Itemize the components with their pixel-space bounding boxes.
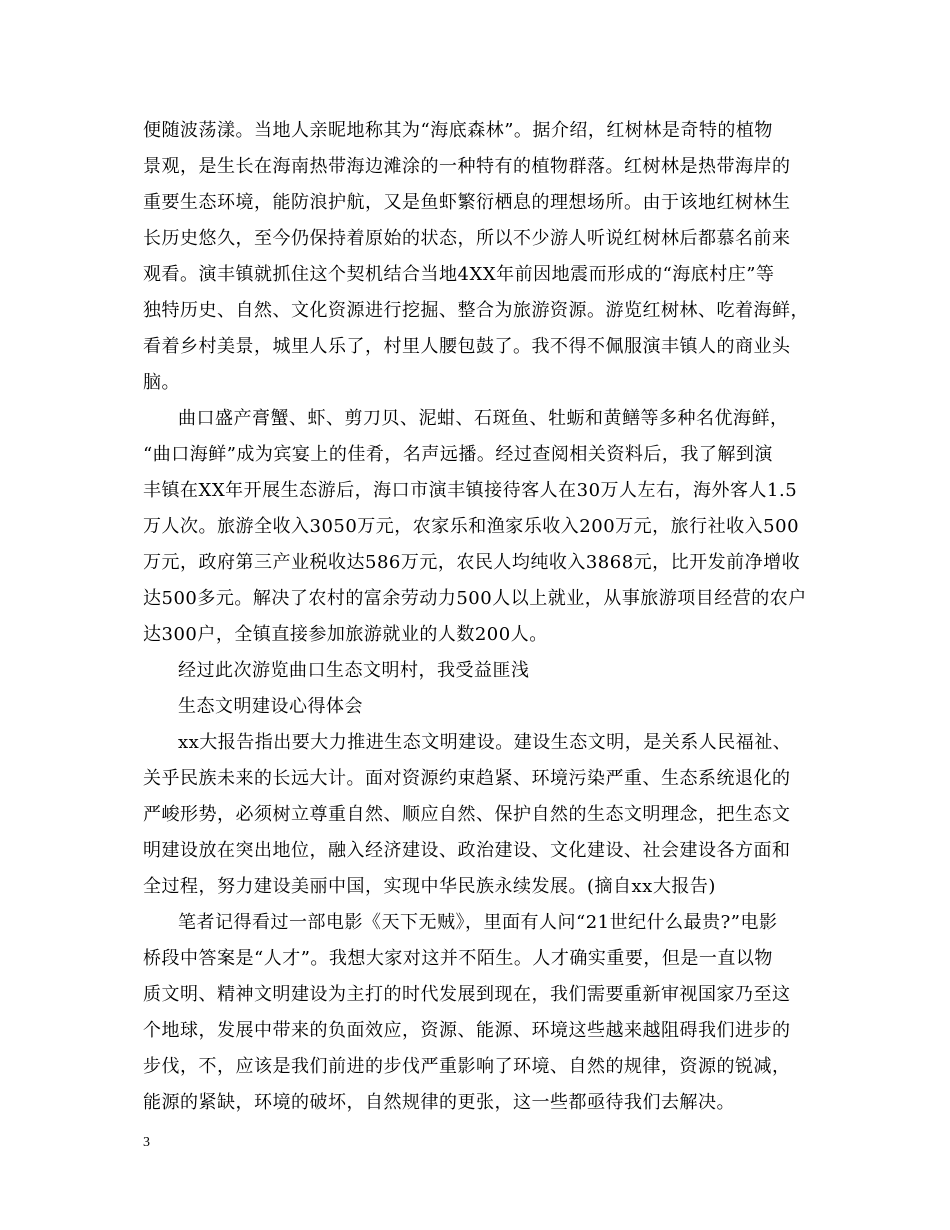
text-line: xx大报告指出要大力推进生态文明建设。建设生态文明，是关系人民福祉、 [178,732,792,753]
text-line: 严峻形势，必须树立尊重自然、顺应自然、保护自然的生态文明理念，把生态文 [143,804,791,825]
text-line: 万人次。旅游全收入3050万元，农家乐和渔家乐收入200万元，旅行社收入500 [143,516,800,537]
text-line: 景观，是生长在海南热带海边滩涂的一种特有的植物群落。红树林是热带海岸的 [143,156,791,177]
text-line: 质文明、精神文明建设为主打的时代发展到现在，我们需要重新审视国家乃至这 [143,984,791,1005]
text-line: 笔者记得看过一部电影《天下无贼》，里面有人问“21世纪什么最贵?”电影 [178,912,778,933]
text-line: 个地球，发展中带来的负面效应，资源、能源、环境这些越来越阻碍我们进步的 [143,1020,791,1041]
text-line: 曲口盛产膏蟹、虾、剪刀贝、泥蚶、石斑鱼、牡蛎和黄鳝等多种名优海鲜， [178,408,789,429]
text-line: 独特历史、自然、文化资源进行挖掘、整合为旅游资源。游览红树林、吃着海鲜， [143,300,809,321]
text-line: 能源的紧缺，环境的破坏，自然规律的更张，这一些都亟待我们去解决。 [143,1092,735,1113]
page-number: 3 [143,1135,150,1150]
text-line: 便随波荡漾。当地人亲昵地称其为“海底森林”。据介绍，红树林是奇特的植物 [143,120,773,141]
text-line: “曲口海鲜”成为宾宴上的佳肴，名声远播。经过查阅相关资料后，我了解到演 [143,444,773,465]
text-line: 经过此次游览曲口生态文明村，我受益匪浅 [178,660,530,681]
text-line: 重要生态环境，能防浪护航，又是鱼虾繁衍栖息的理想场所。由于该地红树林生 [143,192,791,213]
text-line: 关乎民族未来的长远大计。面对资源约束趋紧、环境污染严重、生态系统退化的 [143,768,791,789]
section-heading: 生态文明建设心得体会 [178,696,363,717]
text-line: 达300户，全镇直接参加旅游就业的人数200人。 [143,624,548,645]
text-line: 桥段中答案是“人才”。我想大家对这并不陌生。人才确实重要，但是一直以物 [143,948,773,969]
text-line: 万元，政府第三产业税收达586万元，农民人均纯收入3868元，比开发前净增收 [143,552,801,573]
text-line: 达500多元。解决了农村的富余劳动力500人以上就业，从事旅游项目经营的农户 [143,588,807,609]
text-line: 观看。演丰镇就抓住这个契机结合当地4XX年前因地震而形成的“海底村庄”等 [143,264,775,285]
text-line: 明建设放在突出地位，融入经济建设、政治建设、文化建设、社会建设各方面和 [143,840,791,861]
text-line: 脑。 [143,372,180,393]
text-line: 丰镇在XX年开展生态游后，海口市演丰镇接待客人在30万人左右，海外客人1.5 [143,480,798,501]
text-line: 全过程，努力建设美丽中国，实现中华民族永续发展。(摘自xx大报告) [143,876,716,897]
text-line: 步伐，不，应该是我们前进的步伐严重影响了环境、自然的规律，资源的锐减， [143,1056,791,1077]
text-line: 看着乡村美景，城里人乐了，村里人腰包鼓了。我不得不佩服演丰镇人的商业头 [143,336,791,357]
text-line: 长历史悠久，至今仍保持着原始的状态，所以不少游人听说红树林后都慕名前来 [143,228,791,249]
